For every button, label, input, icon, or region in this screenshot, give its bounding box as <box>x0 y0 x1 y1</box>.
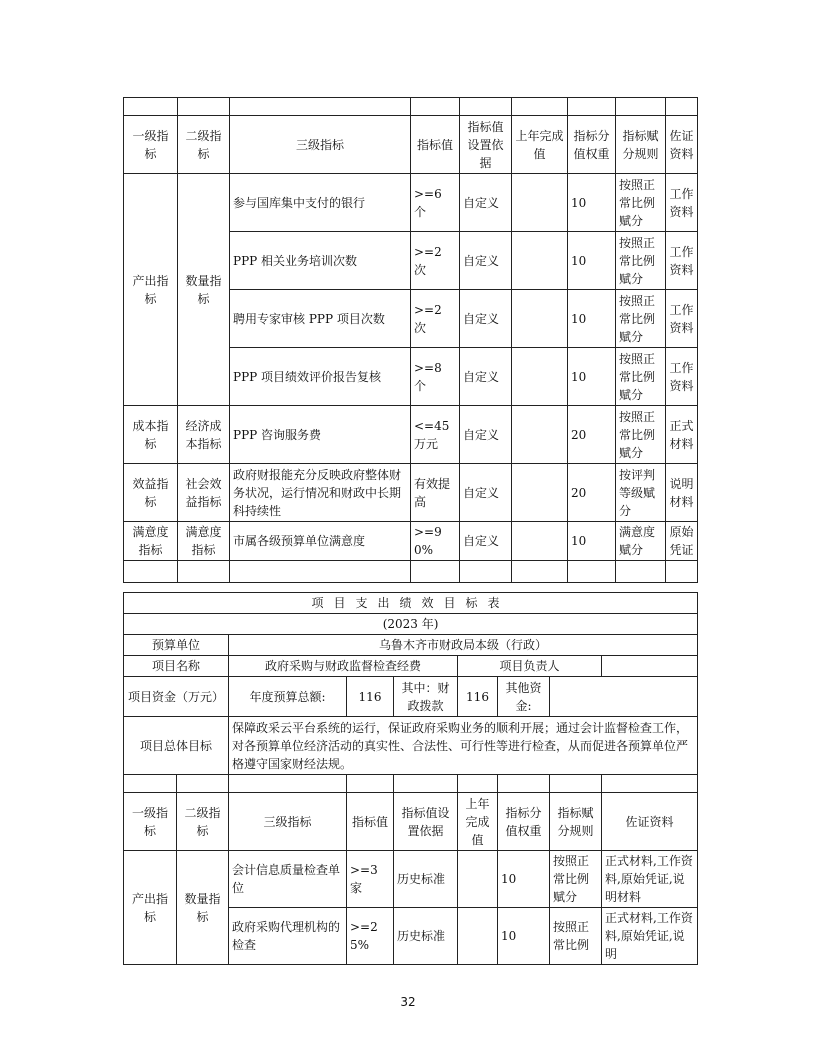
cell-last <box>458 851 498 908</box>
header-rule: 指标赋分规则 <box>616 116 666 174</box>
cell-weight: 10 <box>498 851 550 908</box>
cell-weight: 10 <box>568 232 616 290</box>
cell-value: <=45 万元 <box>411 406 460 464</box>
cell-value: >=2 次 <box>411 290 460 348</box>
header-row <box>124 793 698 851</box>
cell-basis: 自定义 <box>460 522 512 561</box>
project-name-row <box>124 656 698 677</box>
funds-row <box>124 677 698 717</box>
header-last: 上年完成值 <box>458 793 498 851</box>
cell-value: >=6 个 <box>411 174 460 232</box>
cell-weight: 20 <box>568 406 616 464</box>
cell-l3: 参与国库集中支付的银行 <box>230 174 411 232</box>
table-year: (2023 年) <box>124 614 698 635</box>
cell-weight: 10 <box>498 908 550 965</box>
header-proof: 佐证资料 <box>602 793 698 851</box>
cell-weight: 10 <box>568 174 616 232</box>
cell-basis: 自定义 <box>460 232 512 290</box>
cell-l3: PPP 相关业务培训次数 <box>230 232 411 290</box>
blank-row <box>124 561 698 583</box>
budget-unit-label: 预算单位 <box>124 635 229 656</box>
cell-proof: 工作资料 <box>666 348 698 406</box>
header-weight: 指标分值权重 <box>498 793 550 851</box>
cell-last <box>458 908 498 965</box>
cell-basis: 自定义 <box>460 406 512 464</box>
cell-l2: 经济成本指标 <box>178 406 230 464</box>
table-title: 项目支出绩效目标表 <box>124 593 698 614</box>
cell-rule: 按照正常比例赋分 <box>616 290 666 348</box>
cell-basis: 历史标准 <box>394 908 458 965</box>
cell-last <box>512 522 568 561</box>
cell-l2: 数量指标 <box>178 174 230 406</box>
other-value <box>550 677 698 717</box>
cell-weight: 10 <box>568 522 616 561</box>
annual-budget-label: 年度预算总额: <box>229 677 347 717</box>
project-owner-value <box>602 656 698 677</box>
header-l2: 二级指标 <box>178 116 230 174</box>
header-row <box>124 116 698 174</box>
cell-value: >=8 个 <box>411 348 460 406</box>
performance-target-table <box>123 592 698 965</box>
header-l2: 二级指标 <box>177 793 229 851</box>
project-owner-label: 项目负责人 <box>458 656 602 677</box>
header-l1: 一级指标 <box>124 793 177 851</box>
cell-last <box>512 290 568 348</box>
goal-row <box>124 717 698 775</box>
cell-rule: 按照正常比例赋分 <box>616 174 666 232</box>
blank-row <box>124 775 698 793</box>
cell-last <box>512 174 568 232</box>
cell-value: 有效提高 <box>411 464 460 522</box>
cell-proof: 工作资料 <box>666 232 698 290</box>
title-row <box>124 593 698 614</box>
cell-rule: 按照正常比例赋分 <box>616 348 666 406</box>
cell-l1: 成本指标 <box>124 406 178 464</box>
blank-row <box>124 98 698 116</box>
indicator-table-continued <box>123 97 698 583</box>
header-last: 上年完成值 <box>512 116 568 174</box>
header-l3: 三级指标 <box>230 116 411 174</box>
cell-proof: 正式材料,工作资料,原始凭证,说明材料 <box>602 851 698 908</box>
cell-proof: 原始凭证 <box>666 522 698 561</box>
cell-l3: PPP 咨询服务费 <box>230 406 411 464</box>
fiscal-value: 116 <box>458 677 498 717</box>
cell-l3: 政府采购代理机构的检查 <box>229 908 347 965</box>
other-label: 其他资金: <box>498 677 550 717</box>
cell-basis: 自定义 <box>460 464 512 522</box>
project-name-label: 项目名称 <box>124 656 229 677</box>
cell-last <box>512 406 568 464</box>
table-row <box>124 464 698 522</box>
cell-value: >=3 家 <box>347 851 394 908</box>
goal-text: 保障政采云平台系统的运行，保证政府采购业务的顺利开展；通过会计监督检查工作，对各预算单位经济活动的真实性、合法性、可行性等进行检查，从而促进各预算单位严格遵守国家财经法规。 <box>229 717 698 775</box>
cell-rule: 按照正常比例赋分 <box>616 232 666 290</box>
header-basis: 指标值设置依据 <box>394 793 458 851</box>
table-row <box>124 522 698 561</box>
header-weight: 指标分值权重 <box>568 116 616 174</box>
cell-l1: 产出指标 <box>124 851 177 965</box>
header-l1: 一级指标 <box>124 116 178 174</box>
project-name-value: 政府采购与财政监督检查经费 <box>229 656 458 677</box>
header-value: 指标值 <box>347 793 394 851</box>
cell-rule: 按照正常比例赋分 <box>550 851 602 908</box>
cell-basis: 自定义 <box>460 290 512 348</box>
cell-l3: 聘用专家审核 PPP 项目次数 <box>230 290 411 348</box>
goal-label: 项目总体目标 <box>124 717 229 775</box>
cell-rule: 按照正常比例 <box>550 908 602 965</box>
cell-l1: 产出指标 <box>124 174 178 406</box>
cell-l2: 社会效益指标 <box>178 464 230 522</box>
cell-l2: 数量指标 <box>177 851 229 965</box>
cell-basis: 历史标准 <box>394 851 458 908</box>
page-number: 32 <box>400 995 416 1009</box>
cell-last <box>512 464 568 522</box>
cell-value: >=2 次 <box>411 232 460 290</box>
cell-rule: 按照正常比例赋分 <box>616 406 666 464</box>
cell-basis: 自定义 <box>460 348 512 406</box>
cell-weight: 10 <box>568 290 616 348</box>
cell-proof: 正式材料 <box>666 406 698 464</box>
header-basis: 指标值设置依据 <box>460 116 512 174</box>
cell-rule: 满意度赋分 <box>616 522 666 561</box>
budget-unit-row <box>124 635 698 656</box>
cell-weight: 20 <box>568 464 616 522</box>
funds-label: 项目资金（万元） <box>124 677 229 717</box>
year-row <box>124 614 698 635</box>
cell-l1: 满意度指标 <box>124 522 178 561</box>
cell-proof: 正式材料,工作资料,原始凭证,说明 <box>602 908 698 965</box>
cell-last <box>512 348 568 406</box>
header-l3: 三级指标 <box>229 793 347 851</box>
table-row <box>124 851 698 908</box>
cell-l1: 效益指标 <box>124 464 178 522</box>
cell-l3: 政府财报能充分反映政府整体财务状况，运行情况和财政中长期科持续性 <box>230 464 411 522</box>
cell-value: >=90% <box>411 522 460 561</box>
table-row <box>124 174 698 232</box>
budget-unit-value: 乌鲁木齐市财政局本级（行政） <box>229 635 698 656</box>
cell-value: >=25% <box>347 908 394 965</box>
cell-proof: 工作资料 <box>666 290 698 348</box>
cell-l3: PPP 项目绩效评价报告复核 <box>230 348 411 406</box>
cell-last <box>512 232 568 290</box>
fiscal-label: 其中：财政拨款 <box>394 677 458 717</box>
table-row <box>124 406 698 464</box>
header-rule: 指标赋分规则 <box>550 793 602 851</box>
cell-l3: 会计信息质量检查单位 <box>229 851 347 908</box>
header-value: 指标值 <box>411 116 460 174</box>
cell-weight: 10 <box>568 348 616 406</box>
header-proof: 佐证资料 <box>666 116 698 174</box>
cell-l3: 市属各级预算单位满意度 <box>230 522 411 561</box>
annual-budget-value: 116 <box>347 677 394 717</box>
cell-basis: 自定义 <box>460 174 512 232</box>
cell-proof: 工作资料 <box>666 174 698 232</box>
cell-rule: 按评判等级赋分 <box>616 464 666 522</box>
cell-proof: 说明材料 <box>666 464 698 522</box>
cell-l2: 满意度指标 <box>178 522 230 561</box>
